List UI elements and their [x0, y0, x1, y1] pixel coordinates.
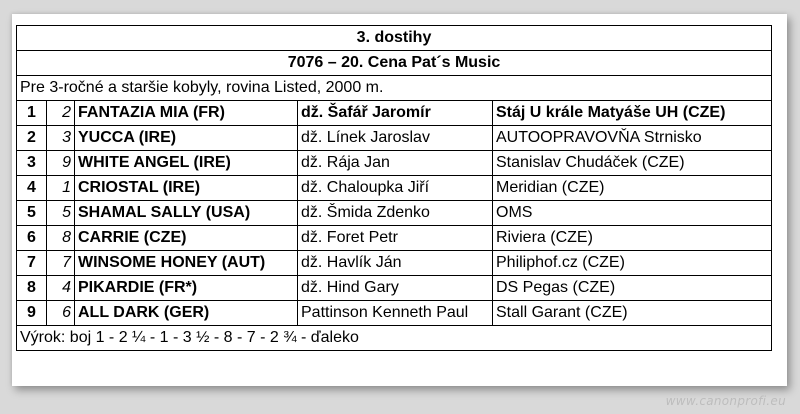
place: 1 [17, 101, 47, 126]
finish-margins: Výrok: boj 1 - 2 ¼ - 1 - 3 ½ - 8 - 7 - 2 ¾ - ďaleko [17, 326, 772, 351]
start-number: 3 [47, 126, 75, 151]
owner-name: Meridian (CZE) [493, 176, 772, 201]
jockey-name: dž. Šafář Jaromír [298, 101, 493, 126]
place: 6 [17, 226, 47, 251]
owner-name: AUTOOPRAVOVŇA Strnisko [493, 126, 772, 151]
race-title-row [17, 26, 772, 51]
horse-name: WHITE ANGEL (IRE) [75, 151, 298, 176]
owner-name: DS Pegas (CZE) [493, 276, 772, 301]
race-results-table [16, 25, 772, 351]
place: 9 [17, 301, 47, 326]
jockey-name: dž. Hind Gary [298, 276, 493, 301]
jockey-name: dž. Foret Petr [298, 226, 493, 251]
place: 7 [17, 251, 47, 276]
horse-name: FANTAZIA MIA (FR) [75, 101, 298, 126]
start-number: 4 [47, 276, 75, 301]
start-number: 7 [47, 251, 75, 276]
owner-name: Stáj U krále Matyáše UH (CZE) [493, 101, 772, 126]
place: 2 [17, 126, 47, 151]
horse-name: CARRIE (CZE) [75, 226, 298, 251]
table-row [17, 276, 772, 301]
jockey-name: Pattinson Kenneth Paul [298, 301, 493, 326]
jockey-name: dž. Línek Jaroslav [298, 126, 493, 151]
horse-name: YUCCA (IRE) [75, 126, 298, 151]
race-name-row [17, 51, 772, 76]
start-number: 9 [47, 151, 75, 176]
start-number: 2 [47, 101, 75, 126]
owner-name: OMS [493, 201, 772, 226]
table-row [17, 101, 772, 126]
owner-name: Stanislav Chudáček (CZE) [493, 151, 772, 176]
jockey-name: dž. Šmida Zdenko [298, 201, 493, 226]
jockey-name: dž. Havlík Ján [298, 251, 493, 276]
table-row [17, 151, 772, 176]
start-number: 8 [47, 226, 75, 251]
place: 3 [17, 151, 47, 176]
horse-name: PIKARDIE (FR*) [75, 276, 298, 301]
table-row [17, 226, 772, 251]
table-row [17, 201, 772, 226]
jockey-name: dž. Rája Jan [298, 151, 493, 176]
jockey-name: dž. Chaloupka Jiří [298, 176, 493, 201]
place: 5 [17, 201, 47, 226]
table-row [17, 126, 772, 151]
horse-name: SHAMAL SALLY (USA) [75, 201, 298, 226]
owner-name: Philiphof.cz (CZE) [493, 251, 772, 276]
horse-name: ALL DARK (GER) [75, 301, 298, 326]
table-row [17, 301, 772, 326]
place: 8 [17, 276, 47, 301]
race-conditions-row [17, 76, 772, 101]
race-title: 3. dostihy [17, 26, 772, 51]
race-name: 7076 – 20. Cena Pat´s Music [17, 51, 772, 76]
start-number: 1 [47, 176, 75, 201]
horse-name: CRIOSTAL (IRE) [75, 176, 298, 201]
place: 4 [17, 176, 47, 201]
race-conditions: Pre 3-ročné a staršie kobyly, rovina Listed, 2000 m. [17, 76, 772, 101]
margins-row [17, 326, 772, 351]
table-row [17, 176, 772, 201]
owner-name: Stall Garant (CZE) [493, 301, 772, 326]
start-number: 6 [47, 301, 75, 326]
watermark-text: www.canonprofi.eu [665, 394, 786, 408]
owner-name: Riviera (CZE) [493, 226, 772, 251]
start-number: 5 [47, 201, 75, 226]
table-row [17, 251, 772, 276]
horse-name: WINSOME HONEY (AUT) [75, 251, 298, 276]
